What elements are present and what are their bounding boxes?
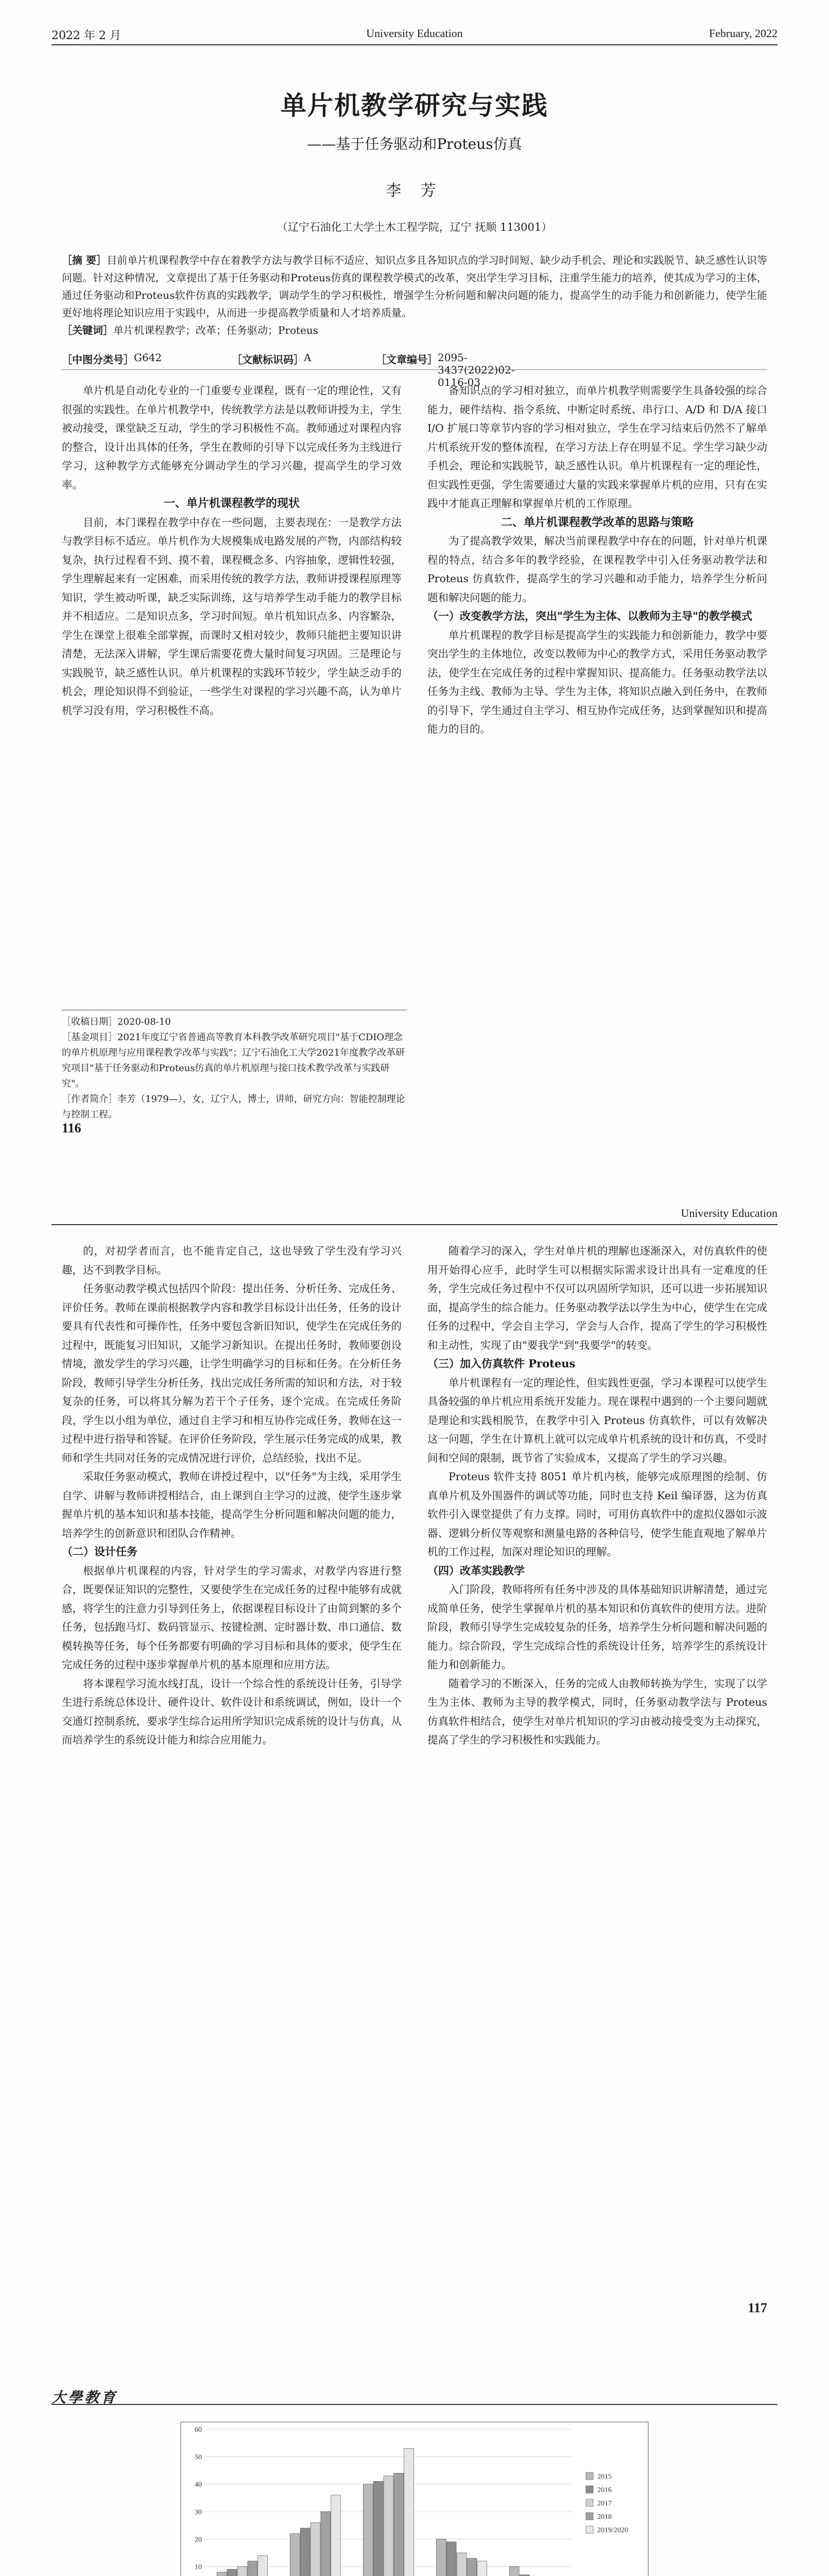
bar-2016-60~69 [446, 2542, 456, 2576]
article-subtitle: ——基于任务驱动和Proteus仿真 [307, 135, 522, 152]
doc-value: A [304, 351, 312, 364]
bar-2016-90 以上 [227, 2569, 237, 2576]
bar-2015-80~90 [290, 2534, 300, 2576]
paragraph: 备知识点的学习相对独立，而单片机教学则需要学生具备较强的综合能力，硬件结构、指令系统、中断定时系统、串行口、A/D 和 D/A 接口 I/O 扩展口等章节内容的学习相对独立，学生在学习结束后仍然不了解单片机系统开发的整体流程，在学习方法上存在明显不足。学生学习缺少动手机会，理论和实践脱节，缺乏感性认识。单片机课程有一定的理论性，但实践性更强，学生需要通过大量的实践来掌握单片机的应用，只有在实践中才能真正理解和掌握单片机的工作原理。 [427, 384, 767, 510]
column-left [62, 381, 402, 720]
abstract [62, 251, 767, 339]
footnote [62, 1010, 407, 1123]
legend-swatch [586, 2472, 593, 2480]
bar-2016-80~90 [300, 2528, 310, 2576]
paragraph: 的，对初学者而言，也不能肯定自己，这也导致了学生没有学习兴趣，达不到教学目标。 [62, 1245, 402, 1276]
bar-2018-90 以上 [248, 2561, 257, 2576]
cls-label: ［中图分类号］ [62, 353, 134, 366]
issue-date: 2022 年 2 月 [51, 29, 121, 42]
y-tick-label: 30 [195, 2509, 202, 2516]
paragraph: 采取任务驱动模式，教师在讲授过程中，以"任务"为主线，采用学生自学、讲解与教师讲授相结合，由上课到自主学习的过渡，使学生逐步掌握单片机的基本知识和基本技能，提高学生分析问题和解决问题的能力，培养学生的创新意识和团队合作精神。 [62, 1470, 402, 1539]
no-label: ［文章编号］ [376, 353, 438, 366]
bar-2017-90 以上 [237, 2567, 247, 2576]
y-tick-label: 50 [195, 2453, 202, 2462]
author-name: 李 芳 [386, 182, 443, 200]
y-tick-label: 10 [195, 2563, 202, 2571]
y-tick-label: 60 [195, 2426, 202, 2434]
section-heading: （三）加入仿真软件 Proteus [427, 1357, 576, 1370]
paragraph: 将本课程学习流水线打乱，设计一个综合性的系统设计任务，引导学生进行系统总体设计、硬件设计、软件设计和系统调试，例如，设计一个交通灯控制系统，要求学生综合运用所学知识完成系统的设计与仿真，从而培养学生的系统设计能力和综合应用能力。 [62, 1677, 402, 1746]
bar-2019/2020-60~69 [477, 2561, 487, 2576]
section-heading: （一）改变教学方法，突出"学生为主体、以教师为主导"的教学模式 [427, 609, 752, 622]
y-tick-label: 40 [195, 2481, 202, 2489]
page-number: 117 [748, 2300, 767, 2315]
bar-2019/2020-70~79 [404, 2448, 414, 2576]
section-heading: 一、单片机课程教学的现状 [163, 497, 300, 510]
bar-2017-60~69 [457, 2553, 467, 2576]
article-title: 单片机教学研究与实践 [281, 90, 548, 121]
paragraph: 入门阶段，教师将所有任务中涉及的具体基础知识讲解清楚，通过完成简单任务，使学生掌握单片机的基本知识和仿真软件的使用方法。进阶阶段，教师引导学生完成较复杂的任务，培养学生分析问题和解决问题的能力。综合阶段，学生完成综合性的系统设计任务，培养学生的系统设计能力和创新能力。 [427, 1583, 767, 1671]
legend-label: 2019/2020 [597, 2527, 628, 2534]
keywords-label: ［关键词］ [62, 324, 113, 336]
classification-line [62, 351, 767, 388]
legend-label: 2018 [597, 2513, 612, 2521]
footnote-line: ［作者简介］李芳（1979—），女，辽宁人，博士，讲师，研究方向：智能控制理论与控制工程。 [62, 1094, 405, 1120]
running-header [51, 1207, 778, 1225]
journal-logo: 大學教育 [51, 2389, 118, 2406]
journal-name: University Education [681, 1207, 778, 1219]
section-heading: （四）改革实践教学 [427, 1564, 525, 1577]
bar-2015-70~79 [363, 2484, 373, 2576]
bar-2017-70~79 [384, 2476, 393, 2576]
keywords-text: 单片机课程教学；改革；任务驱动；Proteus [113, 324, 319, 336]
paragraph: 目前，本门课程在教学中存在一些问题，主要表现在：一是教学方法与教学目标不适应。单片机作为大规模集成电路发展的产物，内部结构较复杂，执行过程看不到、摸不着，课程概念多、内容抽象，逻辑性较强，学生理解起来有一定困难，而采用传统的教学方法，教师讲授课程原理等知识，学生被动听课，缺乏实际训练，这与培养学生动手能力的教学目标并不相适应。二是知识点多，学习时间短。单片机知识点多、内容繁杂，学生在课堂上很难全部掌握，而课时又相对较少，教师只能把主要知识讲清楚，无法深入讲解，学生课后需要花费大量时间复习巩固。三是理论与实践脱节，缺乏感性认识。单片机课程的实践环节较少，学生缺乏动手的机会，理论知识得不到验证，一些学生对课程的学习兴趣不高，认为单片机学习没有用，学习积极性不高。 [62, 516, 402, 717]
bar-2016-70~79 [373, 2481, 383, 2576]
journal-name: University Education [366, 27, 463, 40]
paragraph: 任务驱动教学模式包括四个阶段：提出任务、分析任务、完成任务、评价任务。教师在课前根据教学内容和教学目标设计出任务，任务的设计要具有代表性和可操作性，任务中要包含新旧知识，使学生在完成任务的过程中，既能复习旧知识，又能学习新知识。在提出任务时，教师要创设情境，激发学生的学习兴趣，让学生明确学习的目标和任务。在分析任务阶段，教师引导学生分析任务，找出完成任务所需的知识和方法，对于较复杂的任务，可以将其分解为若干个子任务，逐个完成。在完成任务阶段，学生以小组为单位，通过自主学习和相互协作完成任务，教师在这一过程中进行指导和答疑。在评价任务阶段，学生展示任务完成的成果，教师和学生共同对任务的完成情况进行评价，总结经验，找出不足。 [62, 1282, 402, 1464]
page-118 [0, 2360, 829, 2576]
paragraph: 随着学习的不断深入，任务的完成人由教师转换为学生，实现了以学生为主体、教师为主导的教学模式，同时，任务驱动教学法与 Proteus 仿真软件相结合，使学生对单片机知识的学习由被动接受变为主动探究，提高了学生的学习积极性和实践能力。 [427, 1677, 767, 1746]
bar-2015-60 以下 [509, 2567, 519, 2576]
paragraph: 随着学习的深入，学生对单片机的理解也逐渐深入，对仿真软件的使用开始得心应手，此时学生可以根据实际需求设计出具有一定难度的任务，学生完成任务过程中不仅可以巩固所学知识，还可以进一步拓展知识面，提高学生的综合能力。任务驱动教学法以学生为中心，使学生在完成任务的过程中，学会自主学习，学会与人合作，提高了学生的学习积极性和主动性，实现了由"要我学"到"我要学"的转变。 [427, 1245, 767, 1351]
bar-2015-60~69 [436, 2539, 446, 2576]
page-116 [0, 0, 829, 1180]
page-number: 116 [62, 1121, 81, 1136]
chart-frame [181, 2422, 648, 2576]
affiliation: （辽宁石油化工大学土木工程学院，辽宁 抚顺 113001） [277, 221, 552, 233]
abstract-text: 目前单片机课程教学中存在着教学方法与教学目标不适应、知识点多且各知识点的学习时间短、缺少动手机会、理论和实践脱节、缺乏感性认识等问题。针对这种情况，文章提出了基于任务驱动和Proteus仿真的课程教学模式的改革，突出学生学习目标，注重学生能力的培养，使其成为学习的主体，通过任务驱动和Proteus软件仿真的实践教学，调动学生的学习积极性，增强学生分析问题和解决问题的能力，提高学生的动手能力和创新能力，使学生能更好地将理论知识应用于实践中，从而进一步提高教学质量和人才培养质量。 [62, 254, 767, 319]
abstract-label: ［摘 要］ [62, 254, 107, 266]
bar-2017-80~90 [310, 2522, 320, 2576]
section-heading: （二）设计任务 [62, 1545, 137, 1558]
legend-label: 2015 [597, 2473, 612, 2481]
legend-swatch [586, 2499, 593, 2506]
legend-swatch [586, 2486, 593, 2493]
legend-label: 2017 [597, 2500, 612, 2507]
legend-swatch [586, 2526, 593, 2533]
column-right [427, 1242, 767, 1750]
footnote-line: ［基金项目］2021年度辽宁省普通高等教育本科教学改革研究项目"基于CDIO理念的单片机原理与应用课程教学改革与实践"；辽宁石油化工大学2021年度教学改革研究项目"基于任务驱动和Proteus仿真的单片机原理与接口技术教学改革与实践研究"。 [62, 1032, 405, 1089]
paragraph: 为了提高教学效果，解决当前课程教学中存在的问题，针对单片机课程的特点，结合多年的教学经验，在课程教学中引入任务驱动教学法和 Proteus 仿真软件，提高学生的学习兴趣和动手能力，培养学生分析问题和解决问题的能力。 [427, 535, 767, 604]
section-heading: 二、单片机课程教学改革的思路与策略 [500, 515, 694, 529]
bar-2019/2020-80~90 [331, 2495, 341, 2576]
bar-2018-70~79 [394, 2473, 404, 2576]
paragraph: 单片机课程的教学目标是提高学生的实践能力和创新能力，教学中要突出学生的主体地位，改变以教师为中心的教学方式，采用任务驱动教学法，使学生在完成任务的过程中掌握知识、提高能力。任务驱动教学法以任务为主线、教师为主导、学生为主体，将知识点融入到任务中，在教师的引导下，学生通过自主学习、相互协作完成任务，达到掌握知识和提高能力的目的。 [427, 629, 767, 735]
column-left [62, 1242, 402, 1750]
legend-swatch [586, 2513, 593, 2520]
legend-label: 2016 [597, 2486, 612, 2494]
bar-2015-90 以上 [217, 2572, 227, 2576]
footnote-line: ［收稿日期］2020-08-10 [62, 1016, 171, 1027]
grade-chart [180, 2421, 649, 2576]
bar-2018-80~90 [321, 2512, 331, 2576]
bar-2019/2020-90 以上 [258, 2555, 268, 2576]
paragraph: Proteus 软件支持 8051 单片机内核，能够完成原理图的绘制、仿真单片机及外围器件的调试等功能，同时也支持 Keil 编译器，这为仿真软件引入课堂提供了有力支撑。同时，可用仿真软件中的虚拟仪器如示波器、逻辑分析仪等观察和测量电路的各种信号，使学生能直观地了解单片机的工作过程，加深对理论知识的理解。 [427, 1470, 767, 1558]
y-tick-label: 20 [195, 2536, 202, 2544]
cls-value: G642 [134, 351, 162, 364]
paragraph: 根据单片机课程的内容，针对学生的学习需求，对教学内容进行整合，既要保证知识的完整性，又要使学生在完成任务的过程中能够有成就感，将学生的注意力引导到任务上，依据课程目标设计了由简到繁的多个任务，包括跑马灯、数码管显示、按键检测、定时器计数、串口通信、数模转换等任务，每个任务都要有明确的学习目标和具体的要求，使学生在完成任务的过程中逐步掌握单片机的基本原理和应用方法。 [62, 1564, 402, 1671]
column-right [427, 381, 767, 739]
paragraph: 单片机课程有一定的理论性，但实践性更强，学习本课程可以使学生具备较强的单片机应用系统开发能力。现在课程中遇到的一个主要问题就是理论和实践相脱节，在教学中引入 Proteus 仿真软件，可以有效解决这一问题，学生在计算机上就可以完成单片机系统的设计和仿真，不受时间和空间的限制，既节省了实验成本，又提高了学生的学习兴趣。 [427, 1376, 767, 1464]
no-value: 2095-3437(2022)02-0116-03 [438, 351, 515, 388]
running-header [51, 27, 778, 45]
running-header [51, 2386, 778, 2405]
paragraph: 单片机是自动化专业的一门重要专业课程，既有一定的理论性，又有很强的实践性。在单片机教学中，传统教学方法是以教师讲授为主，学生被动接受，课堂缺乏互动，学生的学习积极性不高。教师通过对课程内容的整合，设计出具体的任务，学生在教师的引导下以完成任务为主线进行学习，这种教学方式能够充分调动学生的学习兴趣，提高学生的学习效率。 [62, 384, 402, 491]
issue-date-en: February, 2022 [709, 27, 778, 40]
bar-2018-60~69 [467, 2558, 477, 2576]
doc-label: ［文献标识码］ [232, 353, 304, 366]
page-117 [0, 1180, 829, 2360]
bar-chart-svg [180, 2421, 649, 2576]
